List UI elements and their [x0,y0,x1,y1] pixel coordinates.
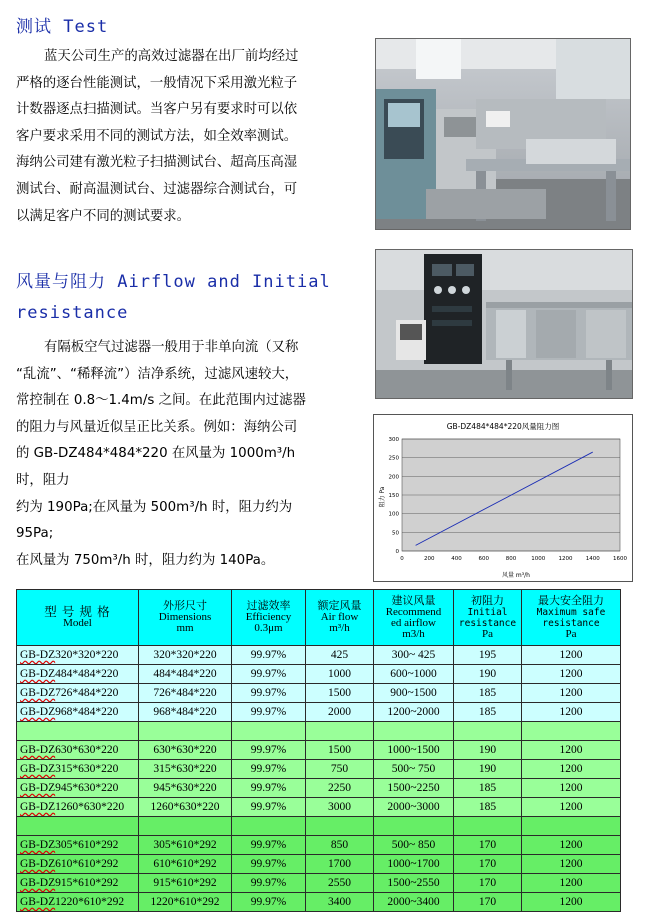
table-spacer-row [17,817,621,836]
table-row [17,798,621,817]
cell-max-resistance: 1200 [522,855,621,874]
table-cell [374,722,454,741]
cell-initial-resistance: 185 [454,684,522,703]
cell-recommended: 900~1500 [374,684,454,703]
chart-x-label: 风量 m³/h [502,572,530,579]
cell-recommended: 2000~3400 [374,893,454,912]
header-text-unit: Pa [565,627,577,640]
cell-dimensions: 610*610*292 [139,855,232,874]
cell-efficiency: 99.97% [232,665,306,684]
model-prefix: GB-DZ [20,801,56,813]
model-prefix: GB-DZ [20,839,56,851]
table-cell [454,722,522,741]
cell-dimensions: 726*484*220 [139,684,232,703]
cell-recommended: 1000~1500 [374,741,454,760]
cell-max-resistance: 1200 [522,836,621,855]
cell-airflow: 1500 [306,684,374,703]
cell-max-resistance: 1200 [522,703,621,722]
table-row [17,836,621,855]
cell-airflow: 425 [306,646,374,665]
y-tick-label: 100 [388,511,399,518]
cell-initial-resistance: 190 [454,665,522,684]
chart-title: GB-DZ484*484*220风量阻力图 [446,422,560,431]
header-text-en: Efficiency [245,611,292,623]
section-airflow-body [16,335,322,574]
x-tick-labels [400,556,627,562]
model-size: 1260*630*220 [55,801,125,813]
model-prefix: GB-DZ [20,896,56,908]
table-cell [374,817,454,836]
cell-efficiency: 99.97% [232,836,306,855]
model-size: 630*630*220 [55,744,119,756]
model-prefix: GB-DZ [20,706,56,718]
x-tick-label: 1400 [585,556,600,562]
cell-max-resistance: 1200 [522,646,621,665]
table-cell [454,817,522,836]
header-text-en: Model [63,616,92,629]
x-tick-label: 1600 [613,556,627,562]
model-size: 726*484*220 [55,687,119,699]
table-row [17,703,621,722]
cell-initial-resistance: 170 [454,893,522,912]
x-tick-label: 200 [424,556,435,562]
model-size: 945*630*220 [55,782,119,794]
table-cell [17,722,139,741]
cell-recommended: 1500~2550 [374,874,454,893]
col-header-initial-resistance [454,590,522,646]
cell-efficiency: 99.97% [232,855,306,874]
cell-initial-resistance: 190 [454,741,522,760]
model-size: 315*630*220 [55,763,119,775]
col-header-efficiency [232,590,306,646]
header-text-cn: 最大安全阻力 [538,594,604,607]
header-text-en: Maximum safe [536,606,606,618]
cell-dimensions: 915*610*292 [139,874,232,893]
model-prefix: GB-DZ [20,744,56,756]
cell-initial-resistance: 170 [454,874,522,893]
text-line: 客户要求采用不同的测试方法，如全效率测试。 [16,128,298,144]
table-cell [522,817,621,836]
model-size: 968*484*220 [55,706,119,718]
cell-model [17,665,139,684]
test-lab-photo [375,38,631,230]
cell-efficiency: 99.97% [232,703,306,722]
header-text-unit: 0.3μm [254,622,283,634]
cell-efficiency: 99.97% [232,779,306,798]
model-prefix: GB-DZ [20,858,56,870]
table-cell [232,817,306,836]
y-tick-label: 0 [395,549,399,555]
model-prefix: GB-DZ [20,877,56,889]
cell-dimensions: 630*630*220 [139,741,232,760]
y-tick-label: 250 [388,455,399,462]
cell-airflow: 2000 [306,703,374,722]
cell-dimensions: 945*630*220 [139,779,232,798]
cell-model [17,741,139,760]
cell-recommended: 500~ 850 [374,836,454,855]
header-text-cn: 过滤效率 [246,600,291,612]
cell-airflow: 750 [306,760,374,779]
cell-max-resistance: 1200 [522,741,621,760]
cell-airflow: 2250 [306,779,374,798]
model-prefix: GB-DZ [20,668,56,680]
cell-model [17,798,139,817]
col-header-airflow [306,590,374,646]
cell-airflow: 3000 [306,798,374,817]
cell-dimensions: 484*484*220 [139,665,232,684]
model-prefix: GB-DZ [20,782,56,794]
header-text-cn: 建议风量 [391,594,436,607]
cell-dimensions: 315*630*220 [139,760,232,779]
cell-max-resistance: 1200 [522,893,621,912]
header-text-en: Initial [467,606,508,618]
table-cell [522,722,621,741]
cell-recommended: 500~ 750 [374,760,454,779]
table-row [17,893,621,912]
section-test-title: 测试 Test [16,17,109,37]
y-tick-label: 150 [388,493,399,499]
cell-max-resistance: 1200 [522,798,621,817]
table-cell [306,722,374,741]
table-body [17,646,621,912]
header-text-unit: m³/h [329,622,350,634]
header-text-en: Recommend [385,605,442,618]
text-line: 约为 190Pa;在风量为 500m³/h 时，阻力约为 95Pa; [16,499,293,542]
table-row [17,874,621,893]
model-size: 610*610*292 [55,858,119,870]
cell-model [17,703,139,722]
text-line: 以满足客户不同的测试要求。 [16,208,191,224]
cell-dimensions: 305*610*292 [139,836,232,855]
text-line: 在风量为 750m³/h 时，阻力约为 140Pa。 [16,552,275,568]
col-header-dimensions [139,590,232,646]
cell-dimensions: 320*320*220 [139,646,232,665]
cell-efficiency: 99.97% [232,760,306,779]
model-size: 1220*610*292 [55,896,125,908]
filter-spec-table [16,589,621,912]
cell-efficiency: 99.97% [232,874,306,893]
x-tick-label: 0 [400,556,404,562]
header-text-en2: ed airflow [391,616,436,629]
y-tick-label: 300 [388,437,399,443]
text-line: 蓝天公司生产的高效过滤器在出厂前均经过 [44,49,299,64]
cell-initial-resistance: 195 [454,646,522,665]
section-airflow-title: 风量与阻力 Airflow and Initial [16,272,331,292]
cell-max-resistance: 1200 [522,665,621,684]
cell-model [17,684,139,703]
cell-efficiency: 99.97% [232,646,306,665]
x-tick-label: 800 [505,556,517,562]
model-size: 320*320*220 [55,649,119,661]
model-size: 484*484*220 [55,668,119,680]
cell-initial-resistance: 185 [454,798,522,817]
cell-model [17,836,139,855]
table-cell [232,722,306,741]
table-row [17,760,621,779]
section-test-body [16,44,322,230]
cell-airflow: 1000 [306,665,374,684]
header-text-unit: m3/h [402,627,425,640]
model-size: 915*610*292 [55,877,119,889]
model-prefix: GB-DZ [20,763,56,775]
cell-initial-resistance: 185 [454,779,522,798]
cell-initial-resistance: 170 [454,855,522,874]
table-cell [17,817,139,836]
table-row [17,779,621,798]
cell-max-resistance: 1200 [522,760,621,779]
table-header-row [17,590,621,646]
cell-model [17,855,139,874]
cell-max-resistance: 1200 [522,874,621,893]
cell-recommended: 1200~2000 [374,703,454,722]
table-cell [306,817,374,836]
model-prefix: GB-DZ [20,649,56,661]
header-text-en2: resistance [542,617,600,629]
cell-max-resistance: 1200 [522,684,621,703]
cell-dimensions: 968*484*220 [139,703,232,722]
header-text-en: Air flow [320,611,359,623]
table-row [17,684,621,703]
table-row [17,646,621,665]
x-tick-label: 1000 [531,556,546,562]
table-row [17,741,621,760]
text-line: 测试台、耐高温测试台、过滤器综合测试台，可 [16,181,298,197]
table-cell [139,722,232,741]
cell-model [17,646,139,665]
cell-recommended: 2000~3000 [374,798,454,817]
cell-recommended: 1000~1700 [374,855,454,874]
cell-recommended: 1500~2250 [374,779,454,798]
text-line: 的阻力与风量近似呈正比关系。例如：海纳公司 [16,419,298,435]
text-line: “乱流”、“稀释流”）洁净系统，过滤风速较大， [16,366,299,382]
x-tick-label: 400 [451,556,462,562]
cell-initial-resistance: 185 [454,703,522,722]
cell-efficiency: 99.97% [232,893,306,912]
y-tick-label: 200 [388,474,399,481]
header-text-en: Dimensions [158,611,212,623]
cell-recommended: 300~ 425 [374,646,454,665]
cell-efficiency: 99.97% [232,741,306,760]
table-cell [139,817,232,836]
cell-efficiency: 99.97% [232,798,306,817]
cell-efficiency: 99.97% [232,684,306,703]
header-text-en2: resistance [458,617,517,629]
header-text-cn: 型 号 规 格 [44,604,111,619]
x-tick-label: 600 [478,556,489,562]
y-tick-label: 50 [392,530,399,537]
table-spacer-row [17,722,621,741]
cell-airflow: 1500 [306,741,374,760]
cell-airflow: 2550 [306,874,374,893]
col-header-recommended-airflow [374,590,454,646]
airflow-resistance-chart [373,414,633,582]
text-line: 有隔板空气过滤器一般用于非单向流（又称 [44,340,299,355]
text-line: 的 GB-DZ484*484*220 在风量为 1000m³/h 时，阻力 [16,446,296,488]
text-line: 严格的逐台性能测试，一般情况下采用激光粒子 [16,75,298,91]
table-row [17,855,621,874]
model-prefix: GB-DZ [20,687,56,699]
text-line: 计数器逐点扫描测试。当客户另有要求时可以依 [16,102,298,118]
cell-airflow: 3400 [306,893,374,912]
col-header-max-resistance [522,590,621,646]
x-tick-label: 1200 [558,556,573,562]
header-text-unit: Pa [482,627,493,640]
cell-model [17,779,139,798]
model-size: 305*610*292 [55,839,119,851]
cell-airflow: 850 [306,836,374,855]
chart-svg [374,415,632,581]
header-text-unit: mm [176,622,194,634]
cell-dimensions: 1260*630*220 [139,798,232,817]
chart-y-label: 阻力 Pa [379,486,386,508]
cell-airflow: 1700 [306,855,374,874]
test-rig-photo [375,249,633,399]
cell-model [17,874,139,893]
text-line: 海纳公司建有激光粒子扫描测试台、超高压高湿 [16,155,298,171]
cell-max-resistance: 1200 [522,779,621,798]
cell-recommended: 600~1000 [374,665,454,684]
header-text-cn: 外形尺寸 [163,600,207,612]
cell-model [17,893,139,912]
table-row [17,665,621,684]
header-text-cn: 额定风量 [317,600,362,612]
col-header-model [17,590,139,646]
cell-dimensions: 1220*610*292 [139,893,232,912]
text-line: 常控制在 0.8～1.4m/s 之间。在此范围内过滤器 [16,393,306,409]
cell-initial-resistance: 170 [454,836,522,855]
header-text-cn: 初阻力 [471,594,504,607]
section-airflow-title-cont: resistance [16,303,129,323]
cell-model [17,760,139,779]
cell-initial-resistance: 190 [454,760,522,779]
